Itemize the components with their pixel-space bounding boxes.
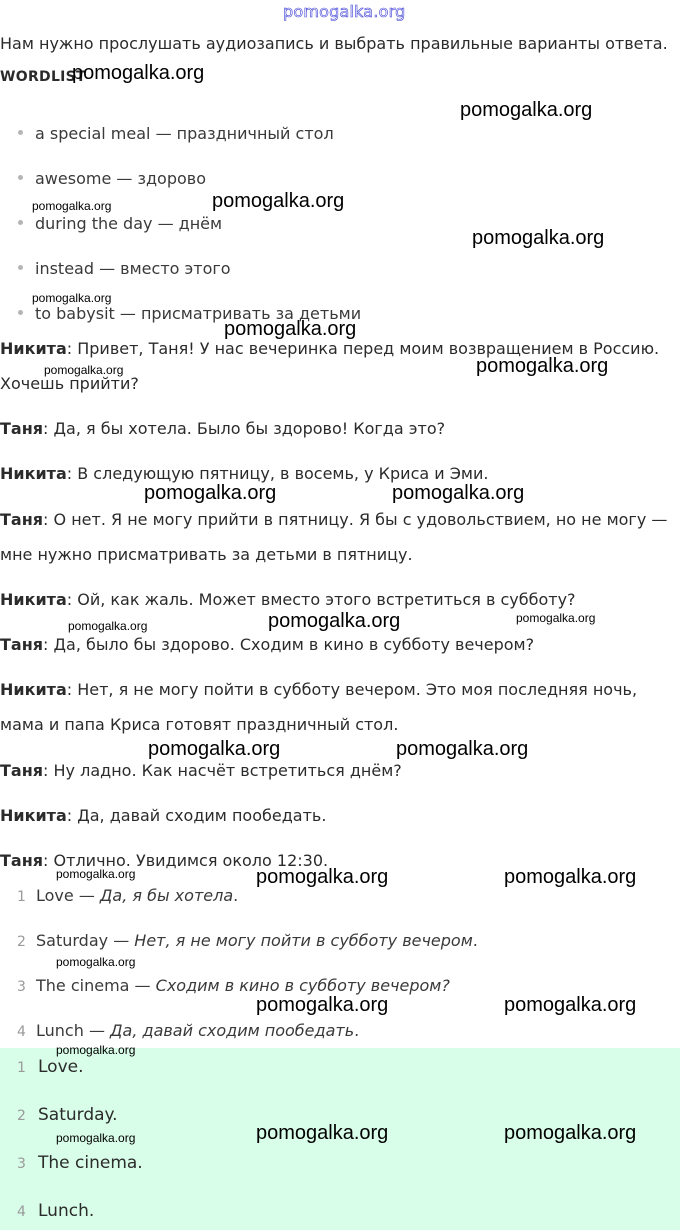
- wordlist-item: [18, 169, 206, 188]
- final-answer-text: Lunch.: [38, 1201, 95, 1221]
- answer-item: [17, 886, 238, 905]
- wordlist-item: [18, 259, 231, 278]
- watermark-logo: pomogalka.org: [472, 227, 605, 249]
- watermark-logo: pomogalka.org: [56, 1043, 136, 1057]
- answer-word: Love —: [36, 886, 100, 905]
- watermark-logo: pomogalka.org: [144, 482, 277, 504]
- answer-quote: Сходим в кино в субботу вечером?: [155, 976, 450, 995]
- bullet-icon: [18, 175, 23, 180]
- dialogue-text: : Нет, я не могу пойти в субботу вечером. Это моя последняя ночь, мама и папа Криса готовят праздничный стол.: [0, 680, 638, 734]
- speaker-name: Никита: [0, 339, 67, 358]
- answer-end: .: [354, 1021, 360, 1040]
- final-answer-text: Saturday.: [38, 1105, 118, 1125]
- answer-item: [17, 931, 478, 950]
- speaker-name: Таня: [0, 761, 44, 780]
- answer-quote: Да, я бы хотела: [99, 886, 234, 905]
- dialogue-text: : Отлично. Увидимся около 12:30.: [43, 851, 329, 870]
- bullet-icon: [18, 130, 23, 135]
- watermark-logo: pomogalka.org: [56, 1131, 136, 1145]
- dialogue-line: [0, 456, 680, 491]
- wordlist-item-text: awesome — здорово: [35, 169, 206, 188]
- final-answer-text: Love.: [38, 1057, 84, 1077]
- dialogue-line: [0, 502, 680, 572]
- dialogue-text: : Ой, как жаль. Может вместо этого встретиться в субботу?: [66, 590, 576, 609]
- watermark-logo: pomogalka.org: [44, 363, 124, 377]
- dialogue-text: : Привет, Таня! У нас вечеринка перед моим возвращением в Россию. Хочешь прийти?: [0, 339, 660, 393]
- watermark-logo: pomogalka.org: [148, 738, 281, 760]
- watermark-logo: pomogalka.org: [32, 291, 112, 305]
- watermark-logo: pomogalka.org: [56, 955, 136, 969]
- final-answer-item: [17, 1057, 84, 1077]
- watermark-logo: pomogalka.org: [32, 199, 112, 213]
- speaker-name: Никита: [0, 464, 67, 483]
- final-answer-number: 4: [17, 1204, 26, 1220]
- speaker-name: Таня: [0, 635, 44, 654]
- bullet-icon: [18, 265, 23, 270]
- answer-item: [17, 976, 450, 995]
- watermark-logo: pomogalka.org: [68, 619, 148, 633]
- wordlist-item-text: to babysit — присматривать за детьми: [35, 304, 362, 323]
- speaker-name: Никита: [0, 680, 67, 699]
- answer-word: Saturday —: [36, 931, 135, 950]
- bullet-icon: [18, 310, 23, 315]
- answer-quote: Нет, я не могу пойти в субботу вечером: [134, 931, 473, 950]
- dialogue-text: : Ну ладно. Как насчёт встретиться днём?: [43, 761, 402, 780]
- final-answer-number: 3: [17, 1156, 26, 1172]
- answer-word: Lunch —: [36, 1021, 111, 1040]
- final-answer-item: [17, 1105, 118, 1125]
- dialogue-text: : Да, я бы хотела. Было бы здорово! Когда это?: [43, 419, 446, 438]
- speaker-name: Никита: [0, 590, 67, 609]
- dialogue-line: [0, 672, 680, 742]
- watermark-logo: pomogalka.org: [256, 994, 389, 1016]
- watermark-logo: pomogalka.org: [396, 738, 529, 760]
- watermark-logo: pomogalka.org: [504, 1122, 637, 1144]
- dialogue-line: [0, 798, 680, 833]
- watermark-logo: pomogalka.org: [256, 866, 389, 888]
- watermark-logo: pomogalka.org: [268, 610, 401, 632]
- watermark-logo: pomogalka.org: [504, 994, 637, 1016]
- dialogue-text: : Да, давай сходим пообедать.: [66, 806, 327, 825]
- answer-number: 3: [17, 979, 26, 995]
- header-watermark-logo: pomogalka.org: [283, 2, 406, 21]
- final-answer-text: The cinema.: [38, 1153, 143, 1173]
- watermark-logo: pomogalka.org: [476, 355, 609, 377]
- watermark-logo: pomogalka.org: [212, 190, 345, 212]
- final-answer-number: 1: [17, 1060, 26, 1076]
- answer-end: .: [472, 931, 478, 950]
- answer-item: [17, 1021, 359, 1040]
- wordlist-item-text: instead — вместо этого: [35, 259, 231, 278]
- dialogue-line: [0, 411, 680, 446]
- watermark-logo: pomogalka.org: [256, 1122, 389, 1144]
- speaker-name: Таня: [0, 510, 44, 529]
- answer-number: 4: [17, 1024, 26, 1040]
- answer-quote: Да, давай сходим пообедать: [110, 1021, 355, 1040]
- watermark-logo: pomogalka.org: [516, 611, 596, 625]
- watermark-logo: pomogalka.org: [504, 866, 637, 888]
- wordlist-item: [18, 124, 334, 143]
- answer-end: .: [233, 886, 239, 905]
- dialogue-line: [0, 753, 680, 788]
- watermark-logo: pomogalka.org: [224, 318, 357, 340]
- dialogue-text: : В следующую пятницу, в восемь, у Криса и Эми.: [66, 464, 489, 483]
- watermark-logo: pomogalka.org: [72, 62, 205, 84]
- dialogue-text: : О нет. Я не могу прийти в пятницу. Я бы с удовольствием, но не могу — мне нужно присматривать за детьми в пятницу.: [0, 510, 668, 564]
- wordlist-title: WORDLIST: [0, 69, 86, 85]
- final-answer-number: 2: [17, 1108, 26, 1124]
- bullet-icon: [18, 220, 23, 225]
- intro-text: Нам нужно прослушать аудиозапись и выбрать правильные варианты ответа.: [0, 34, 668, 53]
- answer-number: 2: [17, 934, 26, 950]
- wordlist-item-text: during the day — днём: [35, 214, 223, 233]
- watermark-logo: pomogalka.org: [56, 867, 136, 881]
- wordlist-item: [18, 214, 222, 233]
- watermark-logo: pomogalka.org: [392, 482, 525, 504]
- speaker-name: Таня: [0, 851, 44, 870]
- answer-number: 1: [17, 889, 26, 905]
- watermark-logo: pomogalka.org: [460, 99, 593, 121]
- speaker-name: Таня: [0, 419, 44, 438]
- speaker-name: Никита: [0, 806, 67, 825]
- answer-word: The cinema —: [36, 976, 156, 995]
- dialogue-text: : Да, было бы здорово. Сходим в кино в субботу вечером?: [43, 635, 535, 654]
- final-answer-item: [17, 1153, 143, 1173]
- final-answer-item: [17, 1201, 94, 1221]
- wordlist-item-text: a special meal — праздничный стол: [35, 124, 334, 143]
